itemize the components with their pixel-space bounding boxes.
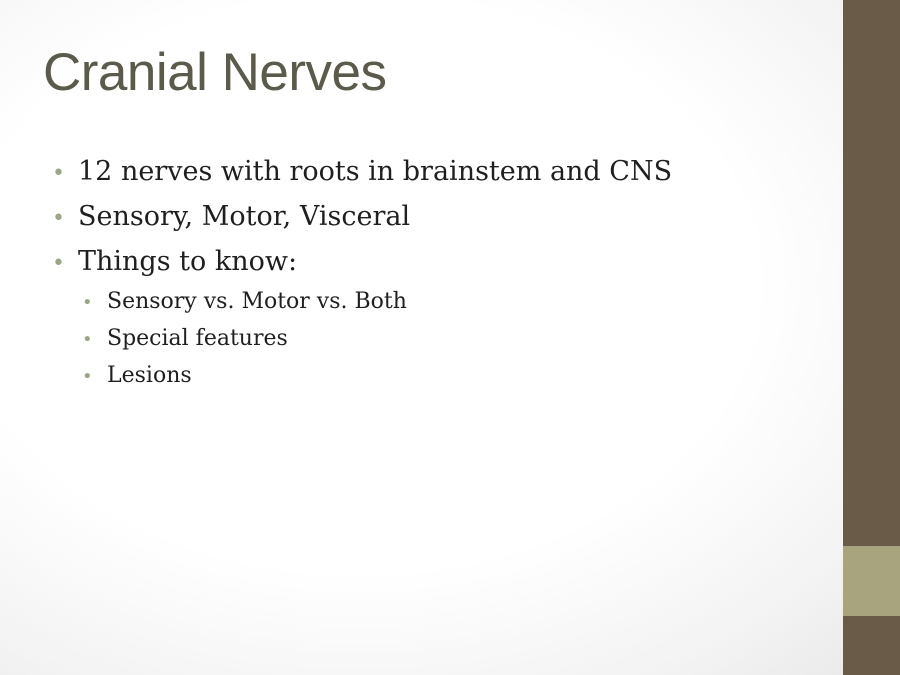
sub-bullet-dot-icon: • [82, 329, 93, 350]
sub-bullet-item [82, 326, 407, 363]
sub-bullet-list [82, 289, 407, 400]
bullet-text: Sensory, Motor, Visceral [78, 201, 411, 232]
sub-bullet-item [82, 289, 407, 326]
side-decor-accent [843, 546, 900, 616]
slide-title: Cranial Nerves [43, 43, 387, 102]
sub-bullet-text: Special features [107, 326, 288, 351]
bullet-list [52, 156, 672, 291]
bullet-dot-icon: • [52, 161, 65, 186]
sub-bullet-dot-icon: • [82, 366, 93, 387]
bullet-dot-icon: • [52, 251, 65, 276]
bullet-text: 12 nerves with roots in brainstem and CNS [78, 156, 673, 187]
sub-bullet-dot-icon: • [82, 292, 93, 313]
bullet-item [52, 156, 672, 201]
bullet-item [52, 201, 672, 246]
bullet-text: Things to know: [78, 246, 298, 277]
bullet-dot-icon: • [52, 206, 65, 231]
bullet-item [52, 246, 672, 291]
sub-bullet-item [82, 363, 407, 400]
sub-bullet-text: Sensory vs. Motor vs. Both [107, 289, 407, 314]
sub-bullet-text: Lesions [107, 363, 192, 388]
